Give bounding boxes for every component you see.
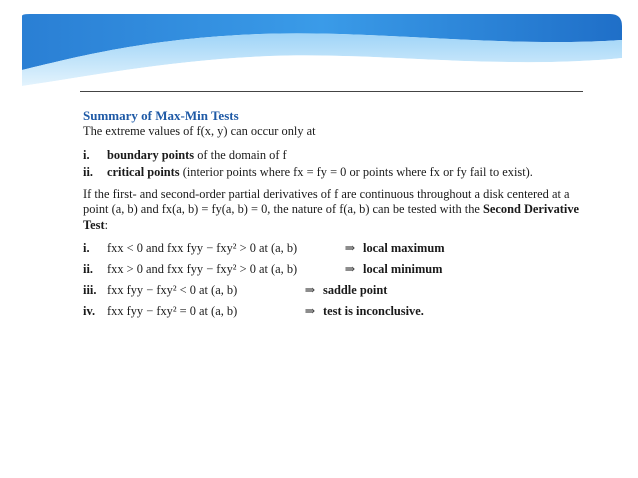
implies-arrow: ⇒ — [304, 304, 316, 318]
section-title: Summary of Max-Min Tests — [83, 108, 239, 123]
test-number: iv. — [83, 304, 96, 318]
test-result: test is inconclusive. — [323, 304, 424, 318]
test-condition: fxx < 0 and fxx fyy − fxy² > 0 at (a, b) — [107, 241, 298, 255]
test-number: i. — [83, 241, 90, 255]
test-condition: fxx > 0 and fxx fyy − fxy² > 0 at (a, b) — [107, 262, 298, 276]
header-wave-banner — [0, 0, 638, 100]
test-condition: fxx fyy − fxy² = 0 at (a, b) — [107, 304, 238, 318]
extreme-locations-list — [83, 148, 583, 181]
paragraph-text: If the first- and second-order partial derivatives of f are continuous throughout a disk centered at a point (a, b) and fx(a, b) = fy(a, b) = 0, the nature of f(a, b) can be tested with the — [83, 186, 570, 216]
test-result: saddle point — [323, 283, 388, 297]
list-number: i. — [83, 147, 90, 162]
test-number: iii. — [83, 283, 97, 297]
list-item — [83, 148, 583, 164]
list-term: boundary points — [107, 147, 195, 162]
test-condition: fxx fyy − fxy² < 0 at (a, b) — [107, 283, 238, 297]
test-paragraph — [83, 187, 583, 234]
list-term: critical points — [107, 165, 180, 179]
list-item — [83, 165, 583, 181]
list-number: ii. — [83, 165, 93, 179]
slide-content — [83, 108, 583, 325]
paragraph-bold-term: Second Derivative Test — [83, 202, 580, 232]
implies-arrow: ⇒ — [344, 241, 356, 255]
second-derivative-tests-list — [83, 241, 583, 320]
implies-arrow: ⇒ — [304, 283, 316, 297]
test-result: local minimum — [363, 262, 443, 276]
test-row — [83, 241, 583, 257]
test-result: local maximum — [363, 241, 445, 255]
test-number: ii. — [83, 262, 93, 276]
test-row — [83, 304, 583, 320]
title-divider — [80, 91, 583, 92]
list-text: of the domain of f — [194, 147, 287, 162]
implies-arrow: ⇒ — [344, 262, 356, 276]
test-row — [83, 283, 583, 299]
test-row — [83, 262, 583, 278]
list-text: (interior points where fx = fy = 0 or points where fx or fy fail to exist). — [179, 165, 533, 179]
intro-text: The extreme values of f(x, y) can occur only at — [83, 124, 316, 138]
paragraph-end: : — [104, 217, 109, 232]
